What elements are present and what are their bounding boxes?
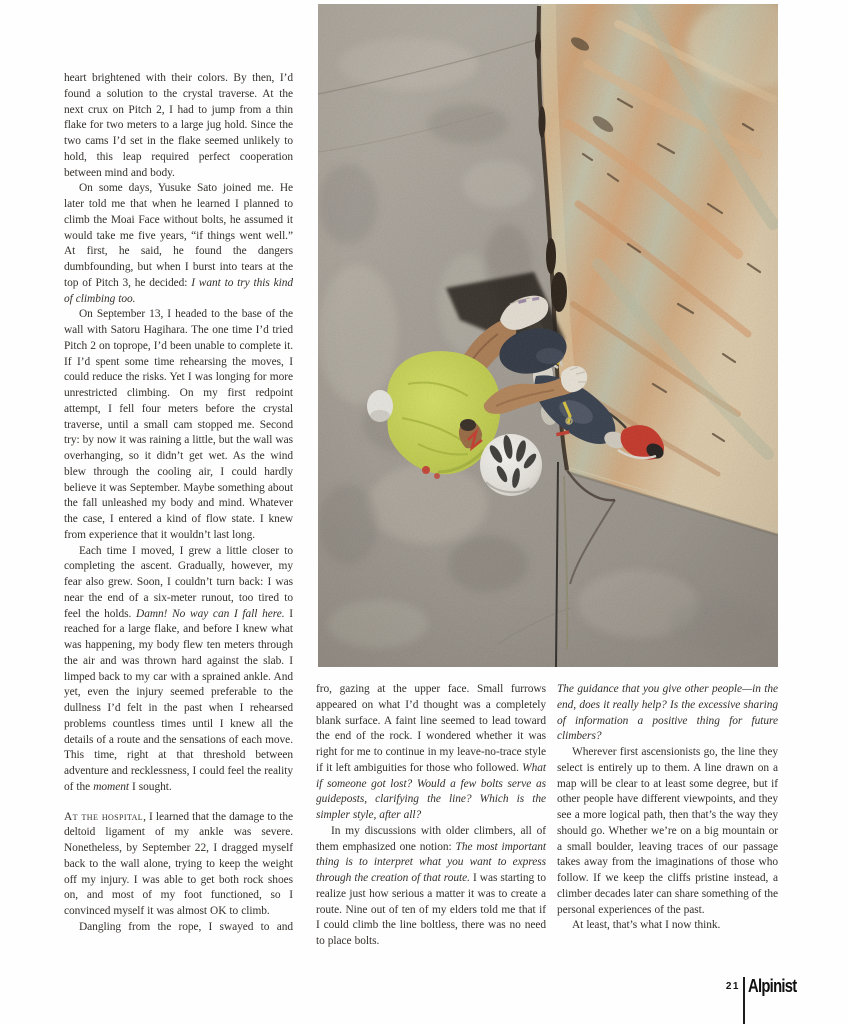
paragraph <box>64 544 293 796</box>
text-segment: On September 13, I headed to the base of the wall with Satoru Hagihara. The one time I’d tried Pitch 2 on toprope, I’d been unable to complete it. If I’d spent some time rehearsing the moves, I could reduce the risks. Yet I was longing for more unrestricted climbing. On my first redpoint attempt, I fell four meters before the crystal traverse, until a small cam stopped me. Second try: by now it was raining a little, but the wall was overhanging, so it didn’t get wet. As the wind blew through the cooling air, I could hardly believe it was September. Maybe something about the fall unleashed my body and mind. Whatever the case, I entered a kind of flow state. I knew from experience that it wouldn’t last long. <box>64 308 293 541</box>
text-segment: At the hospital <box>64 810 144 823</box>
paragraph <box>557 682 778 745</box>
text-segment: Wherever first ascensionists go, the line they select is entirely up to them. A line drawn on a map will be clear to at least some degree, but if other people have different viewpoints, and they see a more logical path, then that’s the way they should go. Whether we’re on a big mountain or a small boulder, leaving traces of our passage takes away from the imaginations of those who follow. If we keep the cliffs pristine instead, a climber decades later can share something of the personal experiences of the past. <box>557 746 778 916</box>
text-segment: I sought. <box>128 780 172 793</box>
text-segment: The guidance that you give other people—in the end, does it really help? Is the excessive sharing of information a positive thing for future climbers? <box>557 683 778 743</box>
paragraph <box>64 71 293 181</box>
magazine-logo: Alpinist <box>748 975 797 996</box>
climbing-photo <box>318 4 778 667</box>
paragraph <box>557 745 778 918</box>
page-number: 21 <box>725 981 740 992</box>
paragraph <box>557 918 778 934</box>
text-segment: Dangling from the rope, I swayed to and <box>79 920 293 933</box>
left-column <box>64 71 293 936</box>
text-segment: Each time I moved, I grew a little closer to completing the ascent. Gradually, however, my fear also grew. Soon, I couldn’t turn back: I was near the end of a six-meter runout, too tired to feel the holds. <box>64 544 293 620</box>
middle-column <box>316 682 546 950</box>
footer-divider <box>743 977 745 1024</box>
text-segment: I was starting to realize just how serious a matter it was to create a route. Nine out of ten of my elders told me that if I could climb the line boltless, there was no need to place bolts. <box>316 872 546 947</box>
paragraph <box>64 920 293 936</box>
text-segment: What if someone got lost? Would a few bolts serve as guideposts, clarifying the line? Which is the simpler style, after all? <box>316 761 546 821</box>
text-segment: On some days, Yusuke Sato joined me. He later told me that when he learned I planned to climb the Moai Face without bolts, he assumed it would take me five years, “if things went well.” At first, he said, he found the dangers dumbfounding, but when I burst into tears at the top of Pitch 3, he decided: <box>64 182 293 289</box>
text-segment: I want to try this kind of climbing too. <box>64 276 293 305</box>
paragraph <box>316 682 546 824</box>
text-segment: moment <box>93 780 129 793</box>
paragraph <box>64 810 293 920</box>
paragraph <box>316 824 546 950</box>
text-segment: , I learned that the damage to the deltoid ligament of my ankle was severe. Nonetheless, by September 22, I dragged myself back to the wall alone, trying to keep the weight off my injury. I was able to get both rock shoes on, and most of my foot functioned, so I convinced myself it was almost OK to climb. <box>64 810 293 917</box>
text-segment: heart brightened with their colors. By then, I’d found a solution to the crystal traverse. At the next crux on Pitch 2, I had to jump from a thin flake for two meters to a large jug hold. Since the two cams I’d set in the flake seemed unlikely to hold, this leap required perfect cooperation between mind and body. <box>64 72 293 179</box>
text-segment: The most important thing is to interpret what you want to express through the creation of that route. <box>316 840 546 884</box>
text-segment: Damn! No way can I fall here. <box>136 607 285 620</box>
text-segment: I reached for a large flake, and before I knew what was happening, my body flew ten meters through the air and was thrown hard against the slab. I limped back to my car with a sprained ankle. And yet, even the injury seemed preferable to the dullness I’d felt in the past when I rehearsed problems countless times until I knew all the details of a route and the sensations of each move. This time, right at that threshold between adventure and recklessness, I could feel the reality of the <box>64 607 293 793</box>
paragraph <box>64 307 293 543</box>
text-segment: At least, that’s what I now think. <box>572 919 721 932</box>
text-segment: fro, gazing at the upper face. Small furrows appeared on what I’d thought was a completely blank surface. A faint line seemed to lead toward the end of the rock. I wondered whether it was right for me to continue in my leave-no-trace style if it left ambiguities for those who followed. <box>316 683 546 774</box>
paragraph <box>64 181 293 307</box>
text-segment: In my discussions with older climbers, all of them emphasized one notion: <box>316 824 546 853</box>
right-column <box>557 682 778 934</box>
